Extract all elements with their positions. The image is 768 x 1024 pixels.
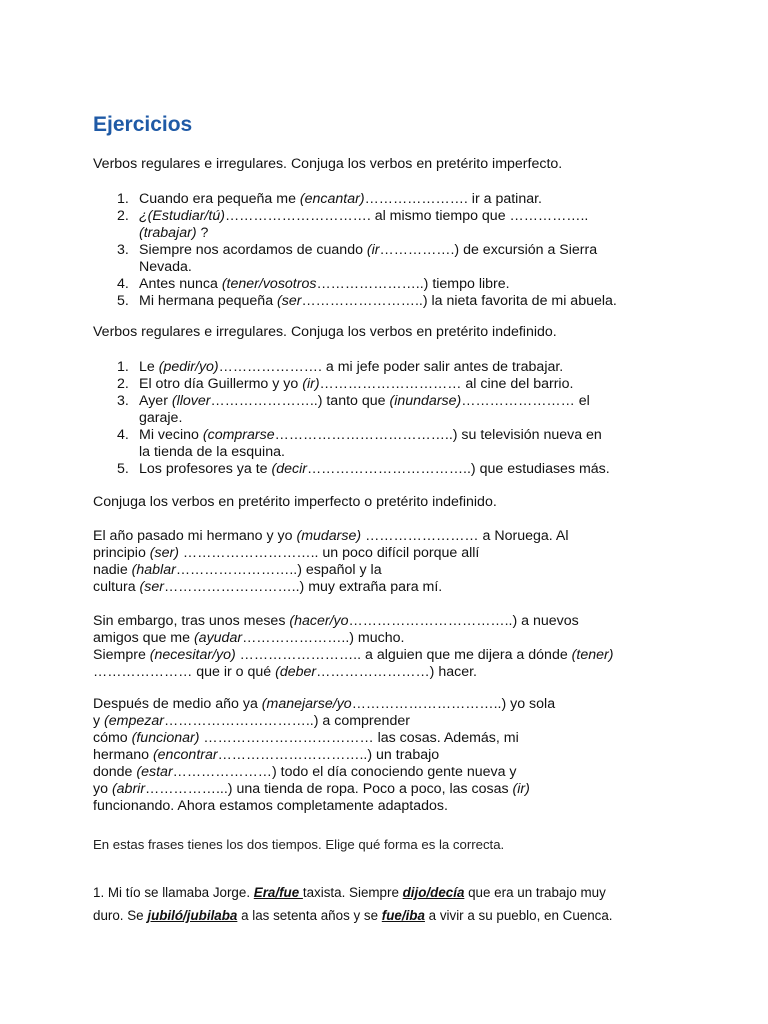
option-era-fue: Era/fue [253, 885, 303, 900]
paragraph-line: El año pasado mi hermano y yo (mudarse) …………………… a Noruega. Al [93, 528, 569, 544]
paragraph-line: funcionando. Ahora estamos completamente adaptados. [93, 798, 448, 814]
paragraph-line: principio (ser) ……………………….. un poco difícil porque allí [93, 545, 480, 561]
paragraph-2 [93, 613, 683, 681]
section1-instruction: Verbos regulares e irregulares. Conjuga los verbos en pretérito imperfecto. [93, 156, 563, 172]
paragraph-line: Siempre (necesitar/yo) …………………….. a alguien que me dijera a dónde (tener) [93, 647, 614, 663]
option-jubilo-jubilaba: jubiló/jubilaba [147, 908, 238, 923]
section1-list [93, 191, 699, 310]
paragraph-line: Después de medio año ya (manejarse/yo…………………………..) yo sola [93, 696, 556, 712]
paragraph-line: yo (abrir……………...) una tienda de ropa. Poco a poco, las cosas (ir) [93, 781, 530, 797]
paragraph-line: hermano (encontrar…………………………..) un trabajo [93, 747, 440, 763]
option-fue-iba: fue/iba [381, 908, 425, 923]
option-dijo-decia: dijo/decía [402, 885, 465, 900]
sentence-line: 1. Mi tío se llamaba Jorge. Era/fue taxista. Siempre dijo/decía que era un trabajo muy [93, 885, 606, 900]
list-item: 4. Mi vecino (comprarse………………………………..) su televisión nueva en la tienda de la esquina. [117, 427, 602, 460]
section2-list [93, 359, 699, 478]
list-item: 1. Le (pedir/yo)…………………. a mi jefe poder salir antes de trabajar. [117, 359, 564, 375]
list-item: 5. Los profesores ya te (decir……………………………..) que estudiases más. [117, 461, 610, 477]
paragraph-line: cultura (ser………………………..) muy extraña para mí. [93, 579, 443, 595]
section2-instruction: Verbos regulares e irregulares. Conjuga los verbos en pretérito indefinido. [93, 324, 557, 340]
paragraph-line: cómo (funcionar) ……………………………… las cosas. Además, mi [93, 730, 519, 746]
paragraph-line: donde (estar…………………) todo el día conociendo gente nueva y [93, 764, 517, 780]
list-item: 3. Siempre nos acordamos de cuando (ir…………….) de excursión a Sierra Nevada. [117, 242, 598, 275]
sentence-line: duro. Se jubiló/jubilaba a las setenta años y se fue/iba a vivir a su pueblo, en Cuenca. [93, 908, 613, 923]
exercise-sentence [93, 881, 683, 927]
paragraph-line: amigos que me (ayudar…………………..) mucho. [93, 630, 405, 646]
list-item: 5. Mi hermana pequeña (ser……………………..) la nieta favorita de mi abuela. [117, 293, 617, 309]
paragraph-line: Sin embargo, tras unos meses (hacer/yo……………………………..) a nuevos [93, 613, 579, 629]
list-item: 3. Ayer (llover…………………..) tanto que (inundarse)…………………… el garaje. [117, 393, 590, 426]
paragraph-line: y (empezar…………………………..) a comprender [93, 713, 410, 729]
list-item: 4. Antes nunca (tener/vosotros…………………..) tiempo libre. [117, 276, 510, 292]
list-item: 1. Cuando era pequeña me (encantar)…………………. ir a patinar. [117, 191, 542, 207]
section3-instruction: Conjuga los verbos en pretérito imperfecto o pretérito indefinido. [93, 494, 497, 510]
paragraph-line: ………………… que ir o qué (deber……………………) hacer. [93, 664, 477, 680]
paragraph-3 [93, 696, 683, 815]
paragraph-line: nadie (hablar……………………..) español y la [93, 562, 382, 578]
section4-instruction: En estas frases tienes los dos tiempos. Elige qué forma es la correcta. [93, 837, 505, 852]
list-item: 2. ¿(Estudiar/tú)…………………………. al mismo tiempo que …………….. (trabajar) ? [117, 208, 589, 241]
list-item: 2. El otro día Guillermo y yo (ir)………………………… al cine del barrio. [117, 376, 574, 392]
page-title: Ejercicios [93, 113, 193, 136]
paragraph-1 [93, 528, 683, 596]
